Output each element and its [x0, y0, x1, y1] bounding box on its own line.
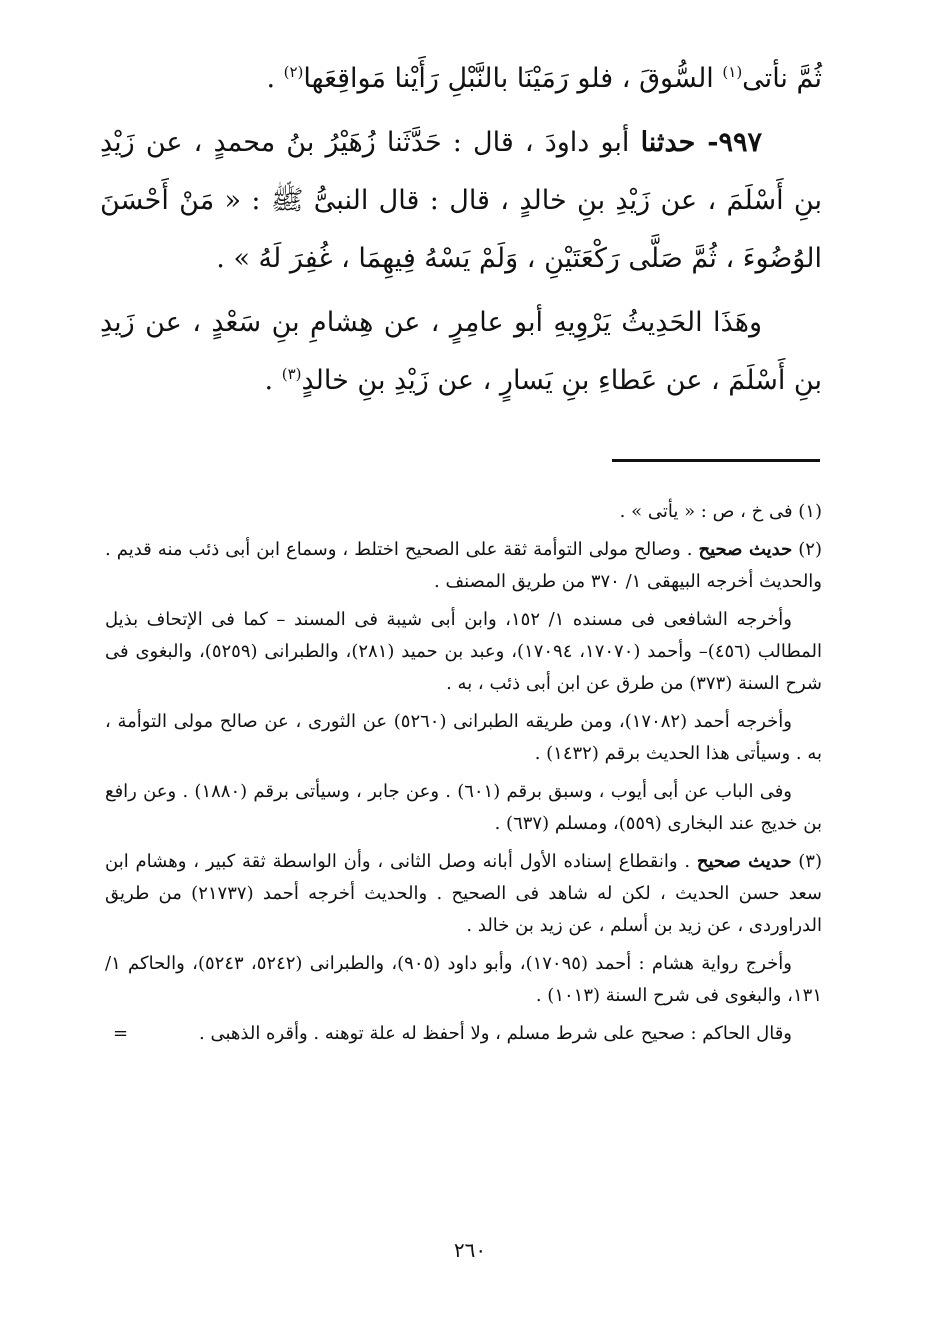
footnote-3-paragraph-3-text: وقال الحاكم : صحيح على شرط مسلم ، ولا أحفظ له علة توهنه . وأقره الذهبى . — [199, 1023, 792, 1044]
footnote-1 — [105, 496, 822, 528]
verse-text-start: ثُمَّ نأتى — [742, 63, 822, 94]
footnote-3-text: . وانقطاع إسناده الأول أبانه وصل الثانى ، وأن الواسطة ثقة كبير ، وهشام ابن سعد حسن الحديث ، لكن له شاهد فى الصحيح . والحديث أخرجه أحمد (٢١٧٣٧) من طريق الدراوردى ، عن زيد بن أسلم ، عن زيد بن خالد . — [105, 851, 822, 936]
verse-text-middle: السُّوقَ ، فلو رَمَيْنَا بالنَّبْلِ رَأَيْنا مَواقِعَها — [303, 63, 723, 94]
footnote-2-paragraph-4 — [105, 776, 822, 840]
footnote-3 — [105, 846, 822, 942]
hadith-paragraph — [100, 114, 822, 288]
footnote-2-paragraph-3 — [105, 706, 822, 770]
main-text — [100, 50, 822, 410]
footnote-ref-2: (٢) — [283, 63, 304, 81]
footnote-ref-1: (١) — [722, 63, 743, 81]
hadith-number: ٩٩٧- — [707, 127, 762, 158]
page-number: ٢٦٠ — [453, 1238, 487, 1262]
hadith-lead-word: حدثنا — [640, 127, 708, 158]
continuation-mark: = — [113, 1023, 129, 1044]
verse-text-end: . — [266, 63, 284, 94]
footnote-2-text: . وصالح مولى التوأمة ثقة على الصحيح اختلط ، وسماع ابن أبى ذئب منه قديم . والحديث أخرجه البيهقى ١/ ٣٧٠ من طريق المصنف . — [105, 539, 822, 592]
commentary-text: وهَذَا الحَدِيثُ يَرْوِيهِ أبو عامِرٍ ، عن هِشامِ بنِ سَعْدٍ ، عن زَيدِ بنِ أَسْلَمَ ، عن عَطاءِ بنِ يَسارٍ ، عن زَيْدِ بنِ خالدٍ — [100, 307, 822, 396]
footnote-3-paragraph-3 — [105, 1018, 822, 1050]
commentary-end: . — [264, 365, 282, 396]
footnote-2-paragraph-3-text: وأخرجه أحمد (١٧٠٨٢)، ومن طريقه الطبرانى (٥٢٦٠) عن الثورى ، عن صالح مولى التوأمة ، به . وسيأتى هذا الحديث برقم (١٤٣٢) . — [105, 711, 822, 764]
footnotes — [105, 496, 822, 1056]
verse-line — [100, 50, 822, 108]
footnote-2 — [105, 534, 822, 598]
footnote-2-grade: حديث صحيح — [698, 539, 793, 560]
footnote-2-number: (٢) — [792, 539, 822, 560]
footnote-2-paragraph-4-text: وفى الباب عن أبى أيوب ، وسبق برقم (٦٠١) . وعن جابر ، وسيأتى برقم (١٨٨٠) . وعن رافع بن خديج عند البخارى (٥٥٩)، ومسلم (٦٣٧) . — [105, 781, 822, 834]
footnote-3-number: (٣) — [791, 851, 822, 872]
footnote-2-paragraph-2 — [105, 604, 822, 700]
main-body — [100, 50, 822, 410]
footnote-3-paragraph-2-text: وأخرج رواية هشام : أحمد (١٧٠٩٥)، وأبو داود (٩٠٥)، والطبرانى (٥٢٤٢، ٥٢٤٣)، والحاكم ١/ ١٣١، والبغوى فى شرح السنة (١٠١٣) . — [105, 953, 822, 1006]
hadith-text: أبو داودَ ، قال : حَدَّثَنا زُهَيْرُ بنُ محمدٍ ، عن زَيْدِ بنِ أَسْلَمَ ، عن زَيْدِ بنِ خالدٍ ، قال : قال النبىُّ ﷺ : « مَنْ أَحْسَنَ الوُضُوءَ ، ثُمَّ صَلَّى رَكْعَتَيْنِ ، وَلَمْ يَسْهُ فِيهِمَا ، غُفِرَ لَهُ » . — [100, 127, 822, 274]
footnote-3-paragraph-2 — [105, 948, 822, 1012]
commentary-paragraph — [100, 294, 822, 410]
footnote-ref-3: (٣) — [281, 365, 302, 383]
footnote-1-text: (١) فى خ ، ص : « يأتى » . — [619, 501, 822, 522]
footnote-separator — [612, 459, 820, 462]
footnote-3-grade: حديث صحيح — [696, 851, 792, 872]
footnote-2-paragraph-2-text: وأخرجه الشافعى فى مسنده ١/ ١٥٢، وابن أبى شيبة فى المسند – كما فى الإتحاف بذيل المطالب (٤٥٦)– وأحمد (١٧٠٧٠، ١٧٠٩٤)، وعبد بن حميد (٢٨١)، والطبرانى (٥٢٥٩)، والبغوى فى شرح السنة (٣٧٣) من طرق عن ابن أبى ذئب ، به . — [105, 609, 822, 694]
